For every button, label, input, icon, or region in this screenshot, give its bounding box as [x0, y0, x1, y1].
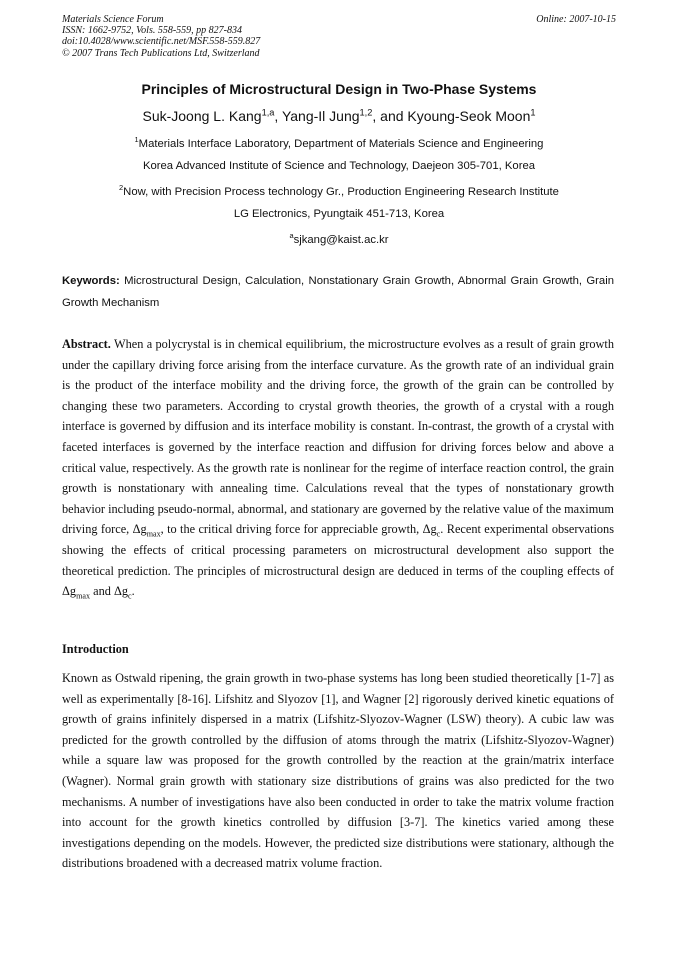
abstract-text: When a polycrystal is in chemical equilibrium, the microstructure evolves as a result of grain growth under the capillary driving force arising from the interface curvature. As the growth rate of an individual grain is the product of the interface mobility and the driving force, the growth of the grain can be controlled by changing these two parameters. According to crystal growth theories, the growth of a crystal with a rough interface is governed by diffusion and its interface mobility is constant. In-contrast, the growth of a crystal with faceted interfaces is governed by the interface reaction and diffusion for driving forces below and above a critical value, respectively. As the growth rate is nonlinear for the regime of interface reaction control, the grain growth is nonstationary with annealing time. Calculations reveal that the types of nonstationary growth behavior including pseudo-normal, abnormal, and stationary are governed by the relative value of the maximum driving force,	[62, 337, 615, 537]
author-separator: , and	[372, 108, 408, 124]
affiliation-line: Korea Advanced Institute of Science and Technology, Daejeon 305-701, Korea	[142, 160, 536, 172]
symbol-delta-g: Δg	[422, 522, 437, 537]
keywords-label: Keywords:	[62, 275, 120, 287]
symbol-delta-g: Δg	[62, 584, 77, 599]
abstract-end: .	[131, 584, 135, 599]
keywords	[62, 270, 614, 314]
online-date: Online: 2007-10-15	[536, 14, 616, 25]
keywords-text: Microstructural Design, Calculation, Nonstationary Grain Growth, Abnormal Grain Growth, Grain Growth Mechanism	[62, 275, 614, 309]
doi-line: doi:10.4028/www.scientific.net/MSF.558-559.827	[62, 36, 261, 48]
subscript-c: c	[128, 591, 132, 601]
author-affil-mark: 1,2	[359, 107, 373, 118]
symbol-delta-g: Δg	[132, 522, 147, 537]
journal-header	[62, 14, 616, 59]
paper-title: Principles of Microstructural Design in Two-Phase Systems	[141, 81, 537, 97]
affiliation-line: LG Electronics, Pyungtaik 451-713, Korea	[233, 208, 445, 220]
email-mark: a	[289, 231, 294, 241]
author-separator: ,	[274, 108, 282, 124]
email-address: sjkang@kaist.ac.kr	[293, 234, 389, 246]
section-heading-introduction: Introduction	[62, 642, 129, 656]
affiliation-mark: 2	[119, 183, 124, 193]
issn-line: ISSN: 1662-9752, Vols. 558-559, pp 827-834	[62, 25, 242, 37]
author-list	[62, 108, 616, 124]
abstract-text: . Recent experimental observations showing the effects of critical processing parameters on microstructural development also support the theoretical prediction. The principles of microstructural design are deduced in terms of the coupling effects of	[62, 522, 614, 578]
abstract	[62, 334, 614, 602]
introduction-paragraph: Known as Ostwald ripening, the grain growth in two-phase systems has long been studied theoretically [1-7] as well as experimentally [8-16]. Lifshitz and Slyozov [1], and Wagner [2] rigorously derived kinetic equations of growth of grains infinitely dispersed in a matrix (Lifshitz-Slyozov-Wagner (LSW) theory). A cubic law was predicted for the growth controlled by the diffusion of atoms through the matrix (Lifshitz-Slyozov-Wagner) while a square law was proposed for the growth controlled by the reaction at the grain/matrix interface (Wagner). Normal grain growth with stationary size distributions of grains was also predicted for the two mechanisms. A number of investigations have also been conducted in order to take the matrix volume fraction into account for the growth kinetics controlled by diffusion [3-7]. The kinetics varied among these investigations depending on the models. However, the predicted size distributions were stationary, although the distributions broadened with a decreased matrix volume fraction.	[62, 671, 614, 871]
affiliation-line: Materials Interface Laboratory, Department of Materials Science and Engineering	[138, 138, 544, 150]
author-affil-mark: 1	[530, 107, 536, 118]
affiliation-mark: 1	[134, 135, 139, 145]
abstract-text: and	[93, 584, 111, 599]
author-affil-mark: 1,a	[261, 107, 275, 118]
abstract-text: , to the critical driving force for appreciable growth,	[160, 522, 420, 537]
author-name: Kyoung-Seok Moon	[407, 108, 531, 124]
symbol-delta-g: Δg	[113, 584, 129, 599]
copyright-line: © 2007 Trans Tech Publications Ltd, Switzerland	[62, 47, 260, 59]
subscript-max: max	[146, 529, 161, 539]
subscript-c: c	[436, 529, 441, 539]
affiliation-2	[62, 181, 616, 225]
journal-name: Materials Science Forum	[62, 14, 164, 25]
author-email	[62, 229, 616, 251]
abstract-label: Abstract.	[62, 337, 111, 351]
affiliation-1	[62, 133, 616, 177]
author-name: Suk-Joong L. Kang	[142, 108, 262, 124]
subscript-max: max	[76, 591, 91, 601]
affiliation-line: Now, with Precision Process technology Gr., Production Engineering Research Institute	[123, 186, 559, 198]
author-name: Yang-Il Jung	[281, 108, 360, 124]
